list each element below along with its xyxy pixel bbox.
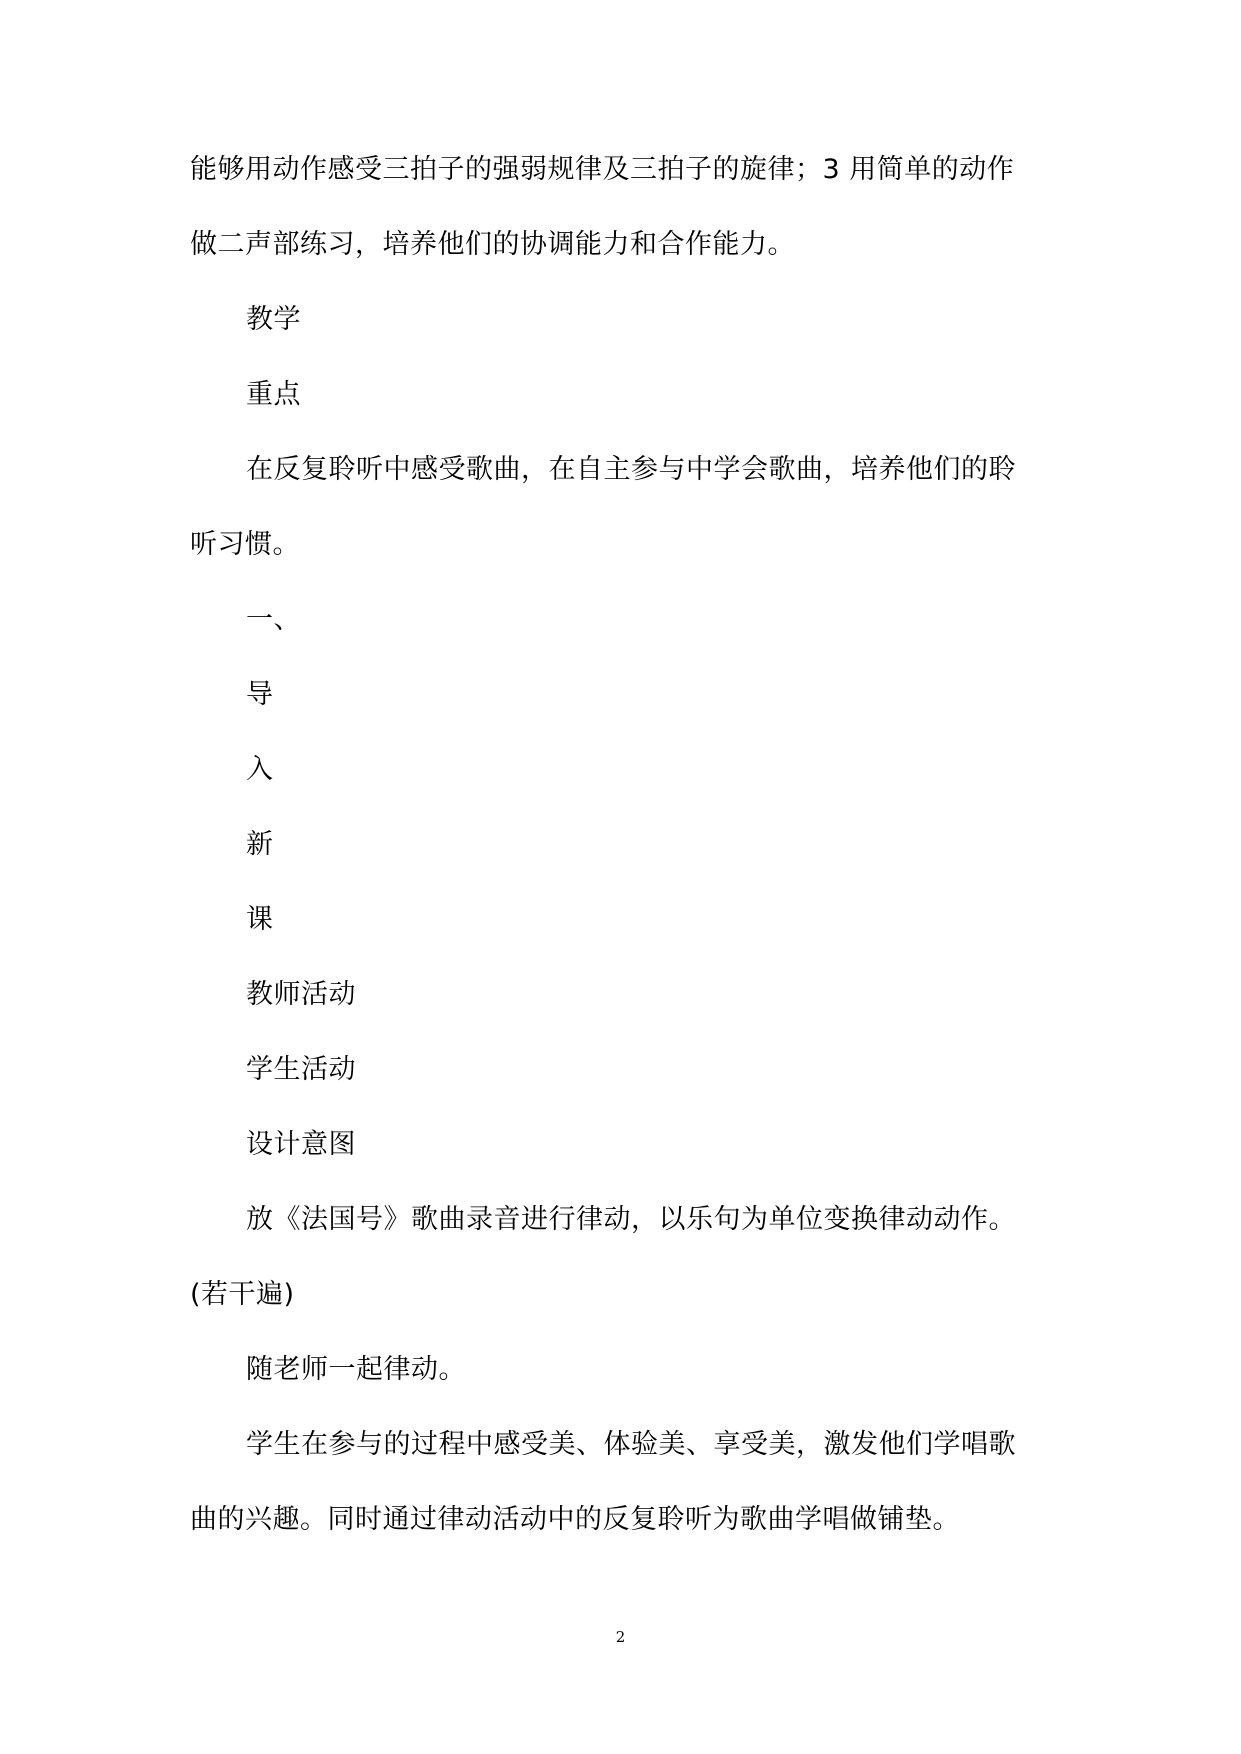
heading-line: 教学 [246,304,301,335]
heading-line: 重点 [246,379,301,410]
column-heading: 设计意图 [246,1129,356,1160]
text-line: (若干遍) [190,1279,295,1310]
text-line: 听习惯。 [190,529,300,560]
text-line: 做二声部练习，培养他们的协调能力和合作能力。 [190,229,795,260]
section-title-char: 课 [246,904,274,935]
column-heading: 教师活动 [246,979,356,1010]
text-line: 能够用动作感受三拍子的强弱规律及三拍子的旋律；3 用简单的动作 [190,154,1015,185]
text-line: 学生在参与的过程中感受美、体验美、享受美，激发他们学唱歌 [246,1429,1016,1460]
page-number: 2 [615,1628,626,1646]
text-line: 放《法国号》歌曲录音进行律动，以乐句为单位变换律动动作。 [246,1204,1016,1235]
text-line: 在反复聆听中感受歌曲，在自主参与中学会歌曲，培养他们的聆 [246,454,1016,485]
section-title-char: 入 [246,754,274,785]
text-line: 随老师一起律动。 [246,1354,466,1385]
text-line: 曲的兴趣。同时通过律动活动中的反复聆听为歌曲学唱做铺垫。 [190,1504,960,1535]
column-heading: 学生活动 [246,1054,356,1085]
section-number: 一、 [246,604,301,635]
section-title-char: 新 [246,829,274,860]
section-title-char: 导 [246,679,274,710]
